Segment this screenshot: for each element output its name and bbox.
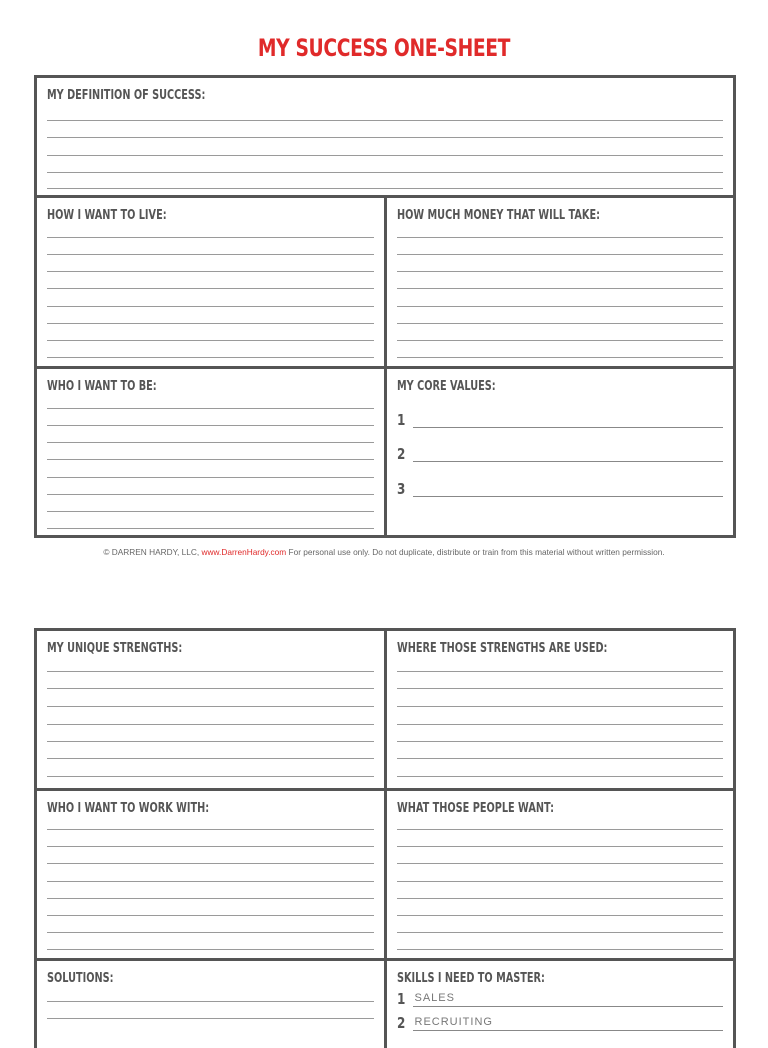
writing-line[interactable]	[47, 323, 374, 324]
writing-line[interactable]	[47, 846, 374, 847]
core-value-field[interactable]	[413, 447, 724, 462]
definition-label: MY DEFINITION OF SUCCESS:	[47, 87, 206, 103]
copyright-footer	[0, 547, 768, 557]
writing-line[interactable]	[47, 863, 374, 864]
writing-line[interactable]	[397, 863, 724, 864]
writing-line[interactable]	[397, 724, 724, 725]
live-section	[37, 198, 384, 366]
strengths-row	[37, 631, 733, 788]
be-values-row	[37, 366, 733, 535]
footer-suffix: For personal use only. Do not duplicate, distribute or train from this material without written permission.	[286, 547, 665, 557]
writing-line[interactable]	[397, 706, 724, 707]
writing-line[interactable]	[47, 425, 374, 426]
people-want-section	[384, 791, 734, 958]
live-label: HOW I WANT TO LIVE:	[47, 207, 167, 223]
writing-line[interactable]	[47, 340, 374, 341]
writing-line[interactable]	[397, 237, 724, 238]
be-label: WHO I WANT TO BE:	[47, 378, 157, 394]
writing-line[interactable]	[47, 915, 374, 916]
writing-line[interactable]	[47, 254, 374, 255]
writing-line[interactable]	[47, 776, 374, 777]
writing-line[interactable]	[397, 671, 724, 672]
writing-line[interactable]	[397, 340, 724, 341]
item-number: 1	[396, 411, 405, 429]
footer-prefix: © DARREN HARDY, LLC,	[103, 547, 202, 557]
writing-line[interactable]	[47, 706, 374, 707]
values-section	[384, 369, 734, 535]
writing-line[interactable]	[47, 155, 723, 156]
item-number: 2	[396, 445, 405, 463]
writing-line[interactable]	[397, 323, 724, 324]
writing-line[interactable]	[47, 306, 374, 307]
writing-line[interactable]	[397, 829, 724, 830]
writing-line[interactable]	[47, 932, 374, 933]
strengths-label: MY UNIQUE STRENGTHS:	[47, 640, 183, 656]
values-label: MY CORE VALUES:	[396, 378, 496, 394]
definition-row	[37, 78, 733, 195]
writing-line[interactable]	[397, 776, 724, 777]
core-value-3	[397, 481, 724, 497]
writing-line[interactable]	[47, 442, 374, 443]
item-number: 3	[396, 480, 405, 498]
writing-line[interactable]	[397, 357, 724, 358]
work-with-section	[37, 791, 384, 958]
people-want-label: WHAT THOSE PEOPLE WANT:	[396, 800, 554, 816]
website-link[interactable]: www.DarrenHardy.com	[201, 547, 287, 557]
core-value-1	[397, 412, 724, 428]
writing-line[interactable]	[47, 408, 374, 409]
writing-line[interactable]	[47, 688, 374, 689]
writing-line[interactable]	[47, 459, 374, 460]
writing-line[interactable]	[397, 846, 724, 847]
writing-line[interactable]	[397, 288, 724, 289]
writing-line[interactable]	[47, 881, 374, 882]
writing-line[interactable]	[397, 741, 724, 742]
writing-line[interactable]	[47, 477, 374, 478]
writing-line[interactable]	[47, 724, 374, 725]
success-sheet-bottom	[34, 628, 736, 1048]
money-section	[384, 198, 734, 366]
page-title: MY SUCCESS ONE-SHEET	[257, 34, 511, 62]
skills-label: SKILLS I NEED TO MASTER:	[396, 970, 545, 986]
skill-1	[397, 991, 724, 1007]
writing-line[interactable]	[397, 254, 724, 255]
writing-line[interactable]	[397, 758, 724, 759]
writing-line[interactable]	[397, 271, 724, 272]
writing-line[interactable]	[47, 172, 723, 173]
strengths-used-label: WHERE THOSE STRENGTHS ARE USED:	[396, 640, 607, 656]
writing-line[interactable]	[47, 357, 374, 358]
live-money-row	[37, 195, 733, 366]
be-section	[37, 369, 384, 535]
writing-line[interactable]	[47, 758, 374, 759]
skill-2	[397, 1015, 724, 1031]
writing-line[interactable]	[47, 898, 374, 899]
strengths-section	[37, 631, 384, 788]
item-number: 2	[396, 1014, 405, 1032]
skill-field[interactable]: SALES	[413, 992, 724, 1007]
writing-line[interactable]	[47, 741, 374, 742]
writing-line[interactable]	[47, 671, 374, 672]
writing-line[interactable]	[47, 271, 374, 272]
skills-section	[384, 961, 734, 1048]
definition-section	[37, 78, 733, 195]
writing-line[interactable]	[397, 915, 724, 916]
writing-line[interactable]	[47, 1001, 374, 1002]
writing-line[interactable]	[47, 528, 374, 529]
core-value-2	[397, 446, 724, 462]
solutions-skills-row	[37, 958, 733, 1048]
writing-line[interactable]	[47, 137, 723, 138]
writing-line[interactable]	[397, 898, 724, 899]
work-with-row	[37, 788, 733, 958]
writing-line[interactable]	[397, 932, 724, 933]
writing-line[interactable]	[47, 949, 374, 950]
writing-line[interactable]	[47, 511, 374, 512]
writing-line[interactable]	[47, 1018, 374, 1019]
solutions-section	[37, 961, 384, 1048]
core-value-field[interactable]	[413, 482, 724, 497]
writing-line[interactable]	[47, 494, 374, 495]
solutions-label: SOLUTIONS:	[47, 970, 114, 986]
writing-line[interactable]	[397, 881, 724, 882]
writing-line[interactable]	[397, 306, 724, 307]
work-with-label: WHO I WANT TO WORK WITH:	[47, 800, 210, 816]
core-value-field[interactable]	[413, 413, 724, 428]
writing-line[interactable]	[397, 688, 724, 689]
writing-line[interactable]	[397, 949, 724, 950]
writing-line[interactable]	[47, 120, 723, 121]
success-sheet-top	[34, 75, 736, 538]
skill-field[interactable]: RECRUITING	[413, 1016, 724, 1031]
writing-line[interactable]	[47, 288, 374, 289]
money-label: HOW MUCH MONEY THAT WILL TAKE:	[396, 207, 600, 223]
strengths-used-section	[384, 631, 734, 788]
writing-line[interactable]	[47, 237, 374, 238]
writing-line[interactable]	[47, 829, 374, 830]
writing-line[interactable]	[47, 188, 723, 189]
item-number: 1	[396, 990, 405, 1008]
